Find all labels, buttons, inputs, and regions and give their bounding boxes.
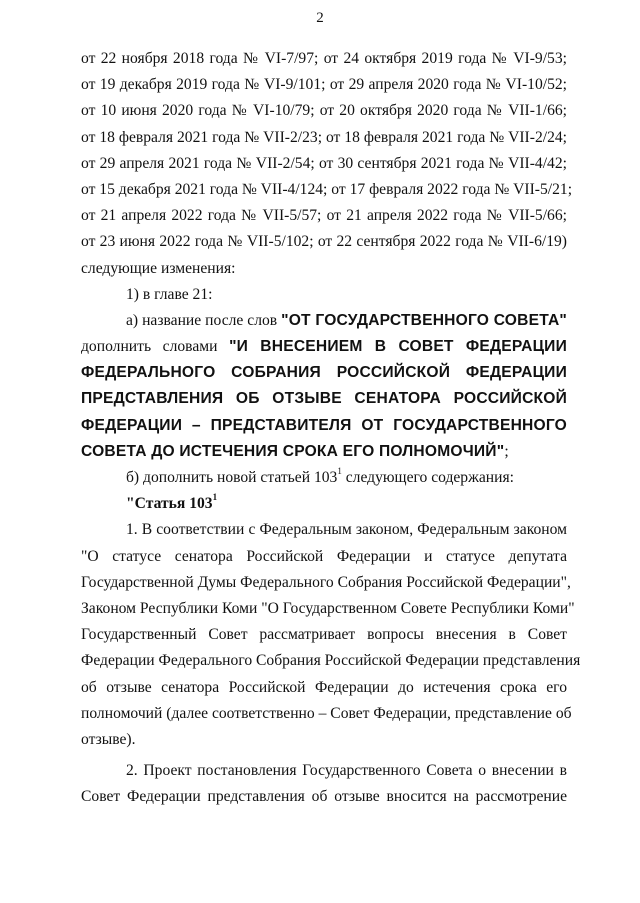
item-a-bold-line: ФЕДЕРАЦИИ – ПРЕДСТАВИТЕЛЯ ОТ ГОСУДАРСТВЕННОГО <box>81 416 567 434</box>
item-b-text-after: следующего содержания: <box>341 469 514 486</box>
para1-line: Законом Республики Коми "О Государственном Совете Республики Коми" <box>81 599 575 617</box>
article-heading-text: "Статья 103 <box>126 495 213 513</box>
text-line: от 10 июня 2020 года № VI-10/79; от 20 октября 2020 года № VII-1/66; <box>81 102 567 120</box>
item-a-line2-bold: "И ВНЕСЕНИЕМ В СОВЕТ ФЕДЕРАЦИИ <box>229 338 568 356</box>
text-line: от 15 декабря 2021 года № VII-4/124; от 17 февраля 2022 года № VII-5/21; <box>81 180 573 198</box>
para1-line: "О статусе сенатора Российской Федерации и статусе депутата <box>81 547 567 565</box>
item-b-text: б) дополнить новой статьей 103 <box>126 469 338 486</box>
item-1: 1) в главе 21: <box>126 285 213 303</box>
para1-line: Федерации Федерального Собрания Российской Федерации представления <box>81 652 581 670</box>
text-line: от 18 февраля 2021 года № VII-2/23; от 18 февраля 2021 года № VII-2/24; <box>81 128 567 146</box>
para1-line: полномочий (далее соответственно – Совет Федерации, представление об <box>81 704 572 722</box>
text-line: от 21 апреля 2022 года № VII-5/57; от 21 апреля 2022 года № VII-5/66; <box>81 207 567 225</box>
item-a-bold-line: СОВЕТА ДО ИСТЕЧЕНИЯ СРОКА ЕГО ПОЛНОМОЧИЙ" <box>81 442 505 460</box>
item-a-bold-line: ФЕДЕРАЛЬНОГО СОБРАНИЯ РОССИЙСКОЙ ФЕДЕРАЦИИ <box>81 364 567 382</box>
item-b <box>81 465 567 491</box>
article-heading <box>81 491 567 517</box>
text-line: от 23 июня 2022 года № VII-5/102; от 22 сентября 2022 года № VII-6/19) <box>81 233 567 251</box>
para1-line: Государственный Совет рассматривает вопросы внесения в Совет <box>81 626 567 644</box>
item-a-quoted: "ОТ ГОСУДАРСТВЕННОГО СОВЕТА" <box>281 311 568 329</box>
item-a-line <box>81 308 567 334</box>
item-b-superscript: 1 <box>337 466 342 476</box>
text-line: от 29 апреля 2021 года № VII-2/54; от 30 сентября 2021 года № VII-4/42; <box>81 154 567 172</box>
para2-line: 2. Проект постановления Государственного Совета о внесении в <box>126 762 567 780</box>
para1-line: об отзыве сенатора Российской Федерации до истечения срока его <box>81 678 567 696</box>
para2-line: Совет Федерации представления об отзыве вносится на рассмотрение <box>81 788 567 806</box>
item-a-ending: ; <box>504 442 509 460</box>
article-heading-superscript: 1 <box>212 492 218 503</box>
page-number: 2 <box>316 10 324 26</box>
text-line: от 19 декабря 2019 года № VI-9/101; от 29 апреля 2020 года № VI-10/52; <box>81 76 567 94</box>
item-a-bold-line: ПРЕДСТАВЛЕНИЯ ОБ ОТЗЫВЕ СЕНАТОРА РОССИЙСКОЙ <box>81 390 567 408</box>
item-a-line2-prefix: дополнить словами <box>81 338 230 356</box>
para1-line: 1. В соответствии с Федеральным законом, Федеральным законом <box>126 521 567 539</box>
para1-line: Государственной Думы Федерального Собрания Российской Федерации", <box>81 573 571 591</box>
text-line: от 22 ноября 2018 года № VI-7/97; от 24 октября 2019 года № VI-9/53; <box>81 50 567 67</box>
item-a-line <box>81 439 567 465</box>
document-body <box>81 46 581 810</box>
item-a-line <box>81 334 567 360</box>
item-a-prefix: а) название после слов <box>126 311 282 329</box>
text-line: следующие изменения: <box>81 259 236 277</box>
para1-line: отзыве). <box>81 730 136 748</box>
